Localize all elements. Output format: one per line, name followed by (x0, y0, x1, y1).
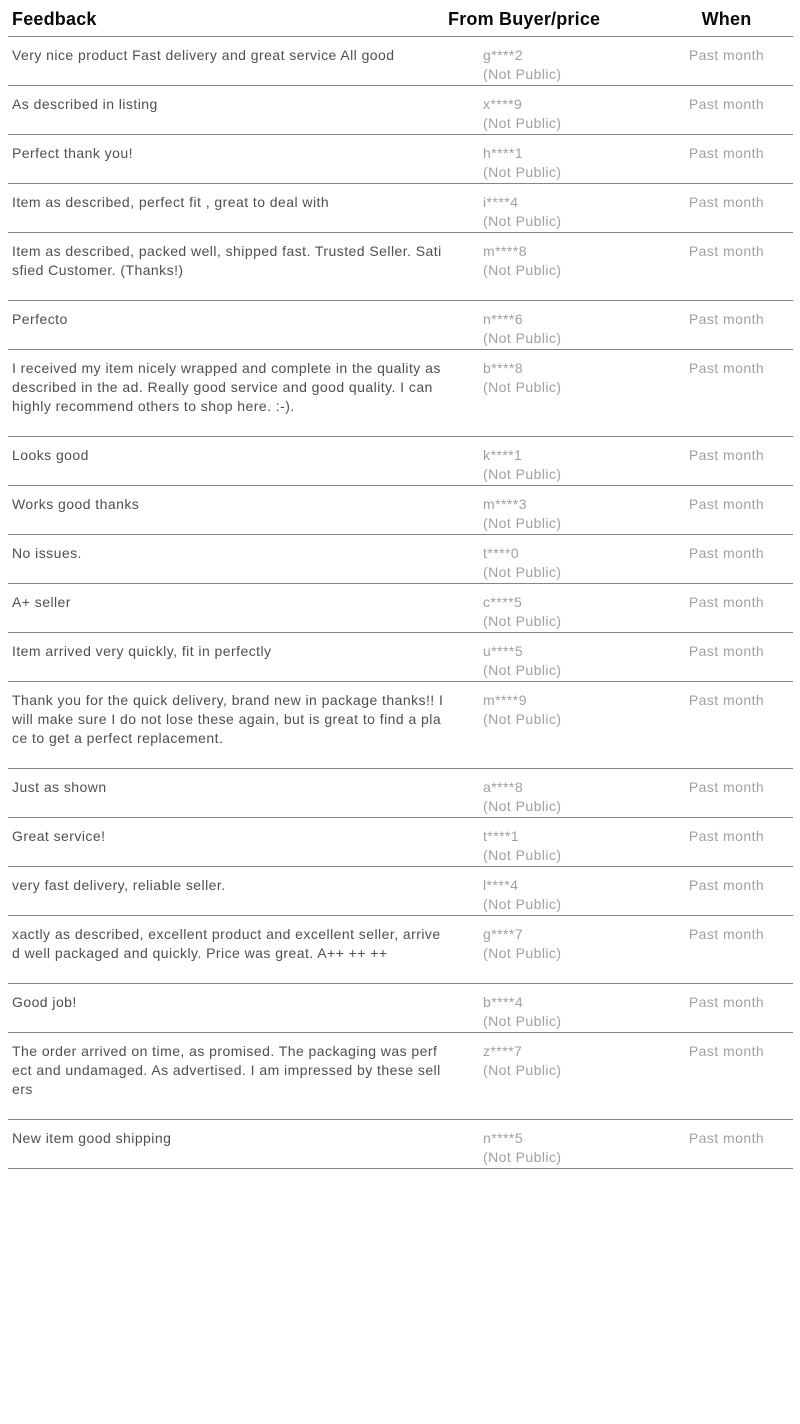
buyer-privacy-label: (Not Public) (483, 379, 562, 395)
buyer-id: b****8 (483, 360, 524, 376)
buyer-cell (448, 867, 660, 916)
feedback-comment: Works good thanks (12, 496, 140, 512)
buyer-privacy-label: (Not Public) (483, 564, 562, 580)
feedback-comment: Perfect thank you! (12, 145, 133, 161)
buyer-privacy-label: (Not Public) (483, 466, 562, 482)
buyer-id: k****1 (483, 447, 523, 463)
feedback-date: Past month (688, 779, 765, 795)
buyer-cell (448, 633, 660, 682)
feedback-comment: Perfecto (12, 311, 68, 327)
table-row (8, 301, 793, 350)
buyer-privacy-label: (Not Public) (483, 945, 562, 961)
feedback-comment: Item arrived very quickly, fit in perfectly (12, 643, 272, 659)
table-row (8, 867, 793, 916)
feedback-date: Past month (688, 96, 765, 112)
feedback-date: Past month (688, 447, 765, 463)
buyer-id: g****2 (483, 47, 524, 63)
buyer-id: c****5 (483, 594, 523, 610)
feedback-table-header (8, 0, 793, 37)
table-row (8, 535, 793, 584)
feedback-date: Past month (688, 360, 765, 376)
buyer-id: b****4 (483, 994, 524, 1010)
buyer-id: m****9 (483, 692, 527, 708)
buyer-privacy-label: (Not Public) (483, 1013, 562, 1029)
feedback-comment: As described in listing (12, 96, 158, 112)
buyer-privacy-label: (Not Public) (483, 330, 562, 346)
buyer-id: m****3 (483, 496, 527, 512)
feedback-date: Past month (688, 877, 765, 893)
buyer-privacy-label: (Not Public) (483, 1062, 562, 1078)
buyer-privacy-label: (Not Public) (483, 115, 562, 131)
buyer-id: u****5 (483, 643, 524, 659)
table-row (8, 818, 793, 867)
table-row (8, 86, 793, 135)
buyer-cell (448, 984, 660, 1033)
feedback-date: Past month (688, 311, 765, 327)
table-row (8, 350, 793, 437)
feedback-comment: The order arrived on time, as promised. The packaging was perfect and undamaged. As advertised. I am impressed by these sellers (12, 1043, 441, 1097)
buyer-cell (448, 584, 660, 633)
table-row (8, 633, 793, 682)
buyer-privacy-label: (Not Public) (483, 1149, 562, 1165)
buyer-id: m****8 (483, 243, 527, 259)
feedback-comment: Thank you for the quick delivery, brand new in package thanks!! I will make sure I do not lose these again, but is great to find a place to get a perfect replacement. (12, 692, 444, 746)
buyer-cell (448, 1033, 660, 1120)
table-row (8, 916, 793, 984)
buyer-cell (448, 37, 660, 86)
table-row (8, 486, 793, 535)
buyer-id: n****6 (483, 311, 524, 327)
table-row (8, 1120, 793, 1169)
column-header-when: When (660, 0, 793, 37)
buyer-cell (448, 437, 660, 486)
feedback-date: Past month (688, 926, 765, 942)
buyer-cell (448, 486, 660, 535)
buyer-id: l****4 (483, 877, 519, 893)
feedback-comment: Looks good (12, 447, 89, 463)
feedback-comment: I received my item nicely wrapped and complete in the quality as described in the ad. Really good service and good quality. I can highly recommend others to shop here. :-). (12, 360, 441, 414)
buyer-id: i****4 (483, 194, 519, 210)
feedback-date: Past month (688, 594, 765, 610)
buyer-privacy-label: (Not Public) (483, 613, 562, 629)
buyer-id: z****7 (483, 1043, 523, 1059)
table-row (8, 233, 793, 301)
buyer-privacy-label: (Not Public) (483, 662, 562, 678)
feedback-date: Past month (688, 545, 765, 561)
feedback-comment: No issues. (12, 545, 82, 561)
buyer-privacy-label: (Not Public) (483, 711, 562, 727)
buyer-id: t****0 (483, 545, 520, 561)
feedback-comment: Item as described, perfect fit , great to deal with (12, 194, 330, 210)
buyer-id: x****9 (483, 96, 523, 112)
feedback-section (8, 0, 793, 1169)
buyer-cell (448, 86, 660, 135)
buyer-id: a****8 (483, 779, 524, 795)
buyer-id: t****1 (483, 828, 520, 844)
buyer-cell (448, 769, 660, 818)
feedback-date: Past month (688, 194, 765, 210)
feedback-comment: Good job! (12, 994, 77, 1010)
buyer-cell (448, 350, 660, 437)
buyer-cell (448, 1120, 660, 1169)
table-row (8, 437, 793, 486)
buyer-cell (448, 818, 660, 867)
buyer-privacy-label: (Not Public) (483, 515, 562, 531)
feedback-date: Past month (688, 994, 765, 1010)
column-header-from-buyer-price: From Buyer/price (448, 0, 660, 37)
buyer-id: h****1 (483, 145, 524, 161)
feedback-comment: Great service! (12, 828, 106, 844)
feedback-comment: New item good shipping (12, 1130, 172, 1146)
feedback-comment: Item as described, packed well, shipped fast. Trusted Seller. Satisfied Customer. (Thanks!) (12, 243, 442, 278)
buyer-cell (448, 135, 660, 184)
table-row (8, 37, 793, 86)
feedback-date: Past month (688, 828, 765, 844)
feedback-comment: A+ seller (12, 594, 71, 610)
header-row (8, 0, 793, 37)
buyer-cell (448, 184, 660, 233)
table-row (8, 135, 793, 184)
buyer-privacy-label: (Not Public) (483, 213, 562, 229)
feedback-date: Past month (688, 145, 765, 161)
table-row (8, 584, 793, 633)
table-row (8, 682, 793, 769)
buyer-cell (448, 301, 660, 350)
table-row (8, 184, 793, 233)
feedback-table (8, 0, 793, 1169)
feedback-date: Past month (688, 643, 765, 659)
feedback-comment: Just as shown (12, 779, 107, 795)
feedback-date: Past month (688, 47, 765, 63)
feedback-comment: xactly as described, excellent product and excellent seller, arrived well packaged and quickly. Price was great. A++ ++ ++ (12, 926, 441, 961)
feedback-date: Past month (688, 496, 765, 512)
column-header-feedback: Feedback (8, 0, 448, 37)
buyer-cell (448, 535, 660, 584)
table-row (8, 1033, 793, 1120)
buyer-privacy-label: (Not Public) (483, 896, 562, 912)
feedback-table-body (8, 37, 793, 1169)
feedback-date: Past month (688, 1043, 765, 1059)
buyer-cell (448, 233, 660, 301)
table-row (8, 769, 793, 818)
table-row (8, 984, 793, 1033)
feedback-date: Past month (688, 692, 765, 708)
buyer-privacy-label: (Not Public) (483, 66, 562, 82)
feedback-date: Past month (688, 1130, 765, 1146)
feedback-comment: very fast delivery, reliable seller. (12, 877, 226, 893)
buyer-cell (448, 916, 660, 984)
buyer-privacy-label: (Not Public) (483, 262, 562, 278)
feedback-comment: Very nice product Fast delivery and great service All good (12, 47, 395, 63)
buyer-privacy-label: (Not Public) (483, 164, 562, 180)
buyer-id: n****5 (483, 1130, 524, 1146)
buyer-cell (448, 682, 660, 769)
buyer-privacy-label: (Not Public) (483, 798, 562, 814)
feedback-date: Past month (688, 243, 765, 259)
buyer-privacy-label: (Not Public) (483, 847, 562, 863)
buyer-id: g****7 (483, 926, 524, 942)
